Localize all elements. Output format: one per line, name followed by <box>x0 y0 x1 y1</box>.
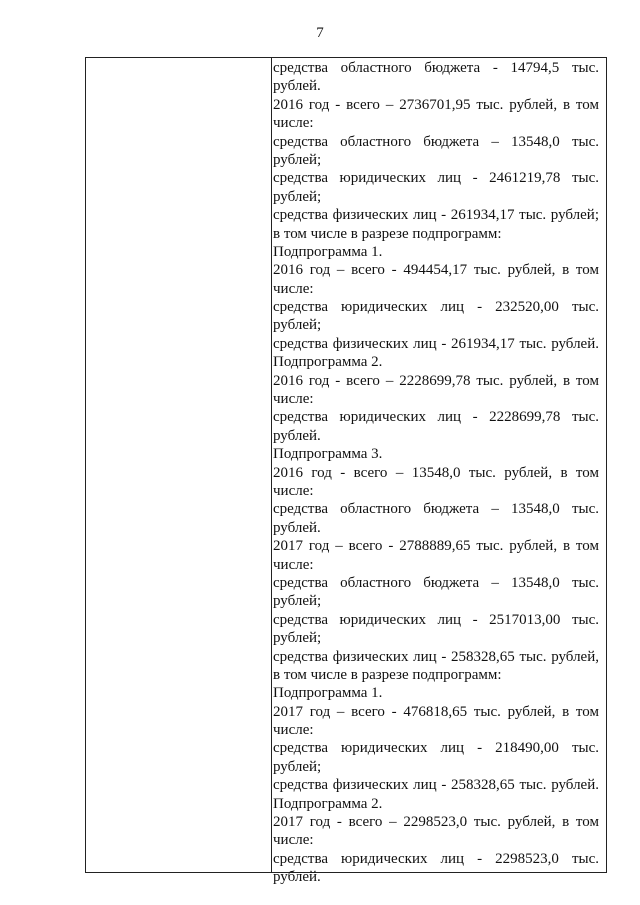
text-line: рублей; <box>273 630 322 647</box>
text-line: 2016 год - всего – 2228699,78 тыс. рублей, в том <box>273 372 599 389</box>
text-line: средства областного бюджета - 14794,5 тыс. <box>273 60 599 76</box>
column-divider <box>271 58 272 872</box>
text-line: рублей; <box>273 151 322 168</box>
text-line: в том числе в разрезе подпрограмм: <box>273 666 502 683</box>
text-line: рублей. <box>273 427 321 444</box>
text-line: рублей. <box>273 869 321 886</box>
text-line: числе: <box>273 391 314 408</box>
text-line: рублей. <box>273 78 321 95</box>
page-number: 7 <box>316 25 324 41</box>
text-line: числе: <box>273 832 314 849</box>
text-line: числе: <box>273 722 314 739</box>
text-line: средства юридических лиц - 2461219,78 тыс. <box>273 170 599 187</box>
table-right-cell <box>273 59 599 887</box>
text-line: Подпрограмма 2. <box>273 354 383 371</box>
text-line: средства юридических лиц - 232520,00 тыс. <box>273 299 599 316</box>
text-line: средства юридических лиц - 218490,00 тыс. <box>273 740 599 757</box>
text-line: рублей; <box>273 188 322 205</box>
text-line: средства юридических лиц - 2517013,00 тыс. <box>273 611 599 628</box>
text-line: числе: <box>273 482 314 499</box>
text-line: средства областного бюджета – 13548,0 тыс. <box>273 501 599 518</box>
text-line: средства областного бюджета – 13548,0 тыс. <box>273 574 599 591</box>
text-line: в том числе в разрезе подпрограмм: <box>273 225 502 242</box>
text-line: рублей; <box>273 317 322 334</box>
text-line: рублей; <box>273 758 322 775</box>
text-line: 2016 год – всего - 494454,17 тыс. рублей, в том <box>273 262 599 279</box>
text-line: Подпрограмма 3. <box>273 446 383 463</box>
text-line: 2016 год - всего – 13548,0 тыс. рублей, в том <box>273 464 599 481</box>
text-line: средства юридических лиц - 2228699,78 тыс. <box>273 409 599 426</box>
text-line: средства физических лиц - 258328,65 тыс. рублей, <box>273 648 599 665</box>
text-line: числе: <box>273 556 314 573</box>
text-line: средства юридических лиц - 2298523,0 тыс. <box>273 850 599 867</box>
text-line: Подпрограмма 2. <box>273 795 383 812</box>
text-line: 2017 год - всего – 2298523,0 тыс. рублей, в том <box>273 814 599 831</box>
text-line: 2017 год – всего - 2788889,65 тыс. рублей, в том <box>273 538 599 555</box>
text-line: средства физических лиц - 261934,17 тыс. рублей. <box>273 335 599 352</box>
text-line: рублей; <box>273 593 322 610</box>
text-line: средства физических лиц - 258328,65 тыс. рублей. <box>273 777 599 794</box>
text-line: средства физических лиц - 261934,17 тыс. рублей; <box>273 207 599 224</box>
text-line: числе: <box>273 280 314 297</box>
text-line: 2016 год - всего – 2736701,95 тыс. рублей, в том <box>273 96 599 113</box>
text-line: средства областного бюджета – 13548,0 тыс. <box>273 133 599 150</box>
text-line: Подпрограмма 1. <box>273 243 383 260</box>
text-line: числе: <box>273 115 314 132</box>
text-line: Подпрограмма 1. <box>273 685 383 702</box>
text-line: рублей. <box>273 519 321 536</box>
text-line: 2017 год – всего - 476818,65 тыс. рублей, в том <box>273 703 599 720</box>
funding-table <box>85 57 607 886</box>
